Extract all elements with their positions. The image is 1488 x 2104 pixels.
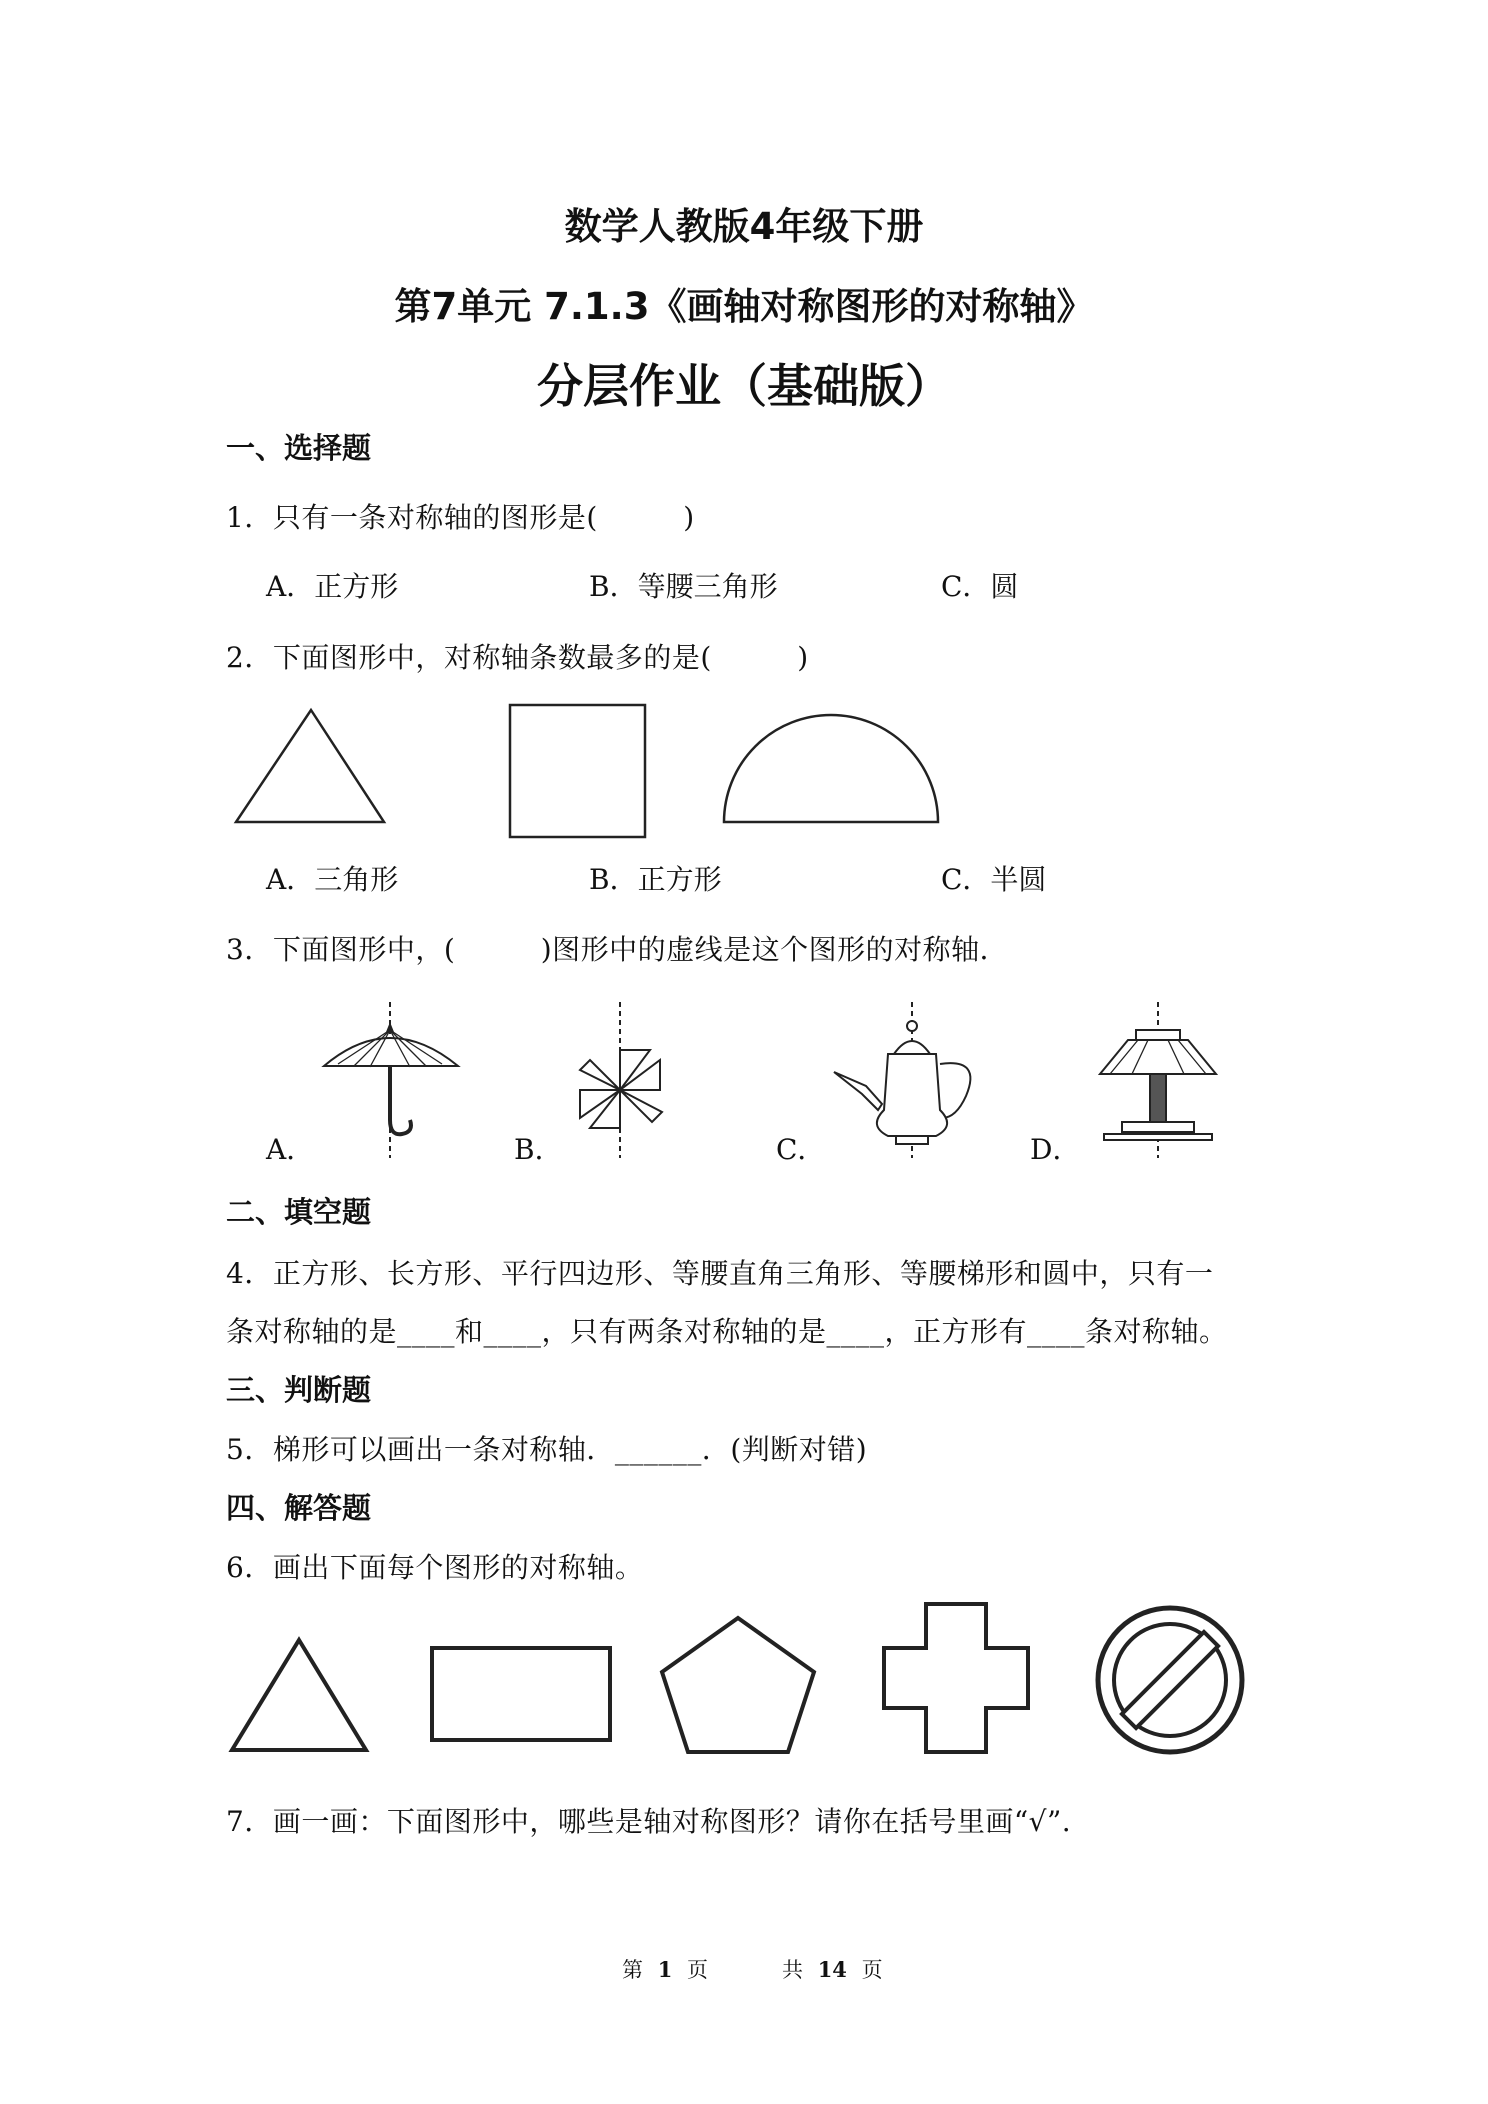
page-heading: 分层作业（基础版） <box>537 359 951 413</box>
total-num: 14 <box>817 1957 847 1982</box>
pinwheel-icon <box>560 1000 680 1160</box>
question-4-line1: 4．正方形、长方形、平行四边形、等腰直角三角形、等腰梯形和圆中，只有一 <box>226 1257 1214 1290</box>
total-prefix: 共 <box>782 1958 803 1982</box>
page-total <box>782 1954 883 1984</box>
q3-option-d: D． <box>1030 1133 1081 1166</box>
q3-option-c: C． <box>776 1133 826 1166</box>
no-sign-icon <box>1090 1600 1250 1760</box>
q3-option-a: A． <box>266 1133 315 1166</box>
q1-option-c: C．圆 <box>941 570 1019 603</box>
lamp-icon <box>1086 1000 1236 1160</box>
pentagon-icon <box>656 1610 826 1760</box>
section-heading-judge: 三、判断题 <box>226 1373 372 1407</box>
q1-option-b: B．等腰三角形 <box>589 570 778 603</box>
question-2: 2．下面图形中，对称轴条数最多的是( ) <box>226 641 809 674</box>
q2-option-a: A．三角形 <box>266 863 399 896</box>
page-subtitle: 第7单元 7.1.3《画轴对称图形的对称轴》 <box>394 285 1094 328</box>
q1-option-a: A．正方形 <box>266 570 399 603</box>
page-prefix: 第 <box>622 1958 643 1982</box>
section-heading-answer: 四、解答题 <box>226 1491 372 1525</box>
section-heading-choice: 一、选择题 <box>226 431 372 465</box>
question-6: 6．画出下面每个图形的对称轴。 <box>226 1551 644 1584</box>
umbrella-icon <box>318 1000 468 1160</box>
q2-option-b: B．正方形 <box>589 863 722 896</box>
page-num: 1 <box>657 1957 673 1982</box>
page-number <box>622 1954 708 1984</box>
q3-option-b: B． <box>514 1133 563 1166</box>
total-suffix: 页 <box>861 1958 883 1982</box>
teapot-icon <box>832 1000 992 1160</box>
question-7: 7．画一画：下面图形中，哪些是轴对称图形？请你在括号里画“√”. <box>226 1805 1072 1838</box>
rectangle-icon <box>426 1640 616 1750</box>
q2-option-c: C．半圆 <box>941 863 1047 896</box>
cross-icon <box>878 1598 1034 1758</box>
page-title: 数学人教版4年级下册 <box>564 205 924 248</box>
question-5: 5．梯形可以画出一条对称轴．______．(判断对错) <box>226 1433 868 1466</box>
semicircle-icon <box>716 700 946 830</box>
triangle-icon <box>226 1630 376 1760</box>
section-heading-fill: 二、填空题 <box>226 1195 372 1229</box>
square-icon <box>500 700 650 840</box>
page-suffix: 页 <box>687 1958 708 1982</box>
question-4-line2: 条对称轴的是____和____，只有两条对称轴的是____，正方形有____条对称轴。 <box>226 1315 1228 1348</box>
triangle-icon <box>226 700 396 830</box>
question-3: 3．下面图形中，( )图形中的虚线是这个图形的对称轴． <box>226 933 1009 966</box>
question-1: 1．只有一条对称轴的图形是( ) <box>226 501 695 534</box>
